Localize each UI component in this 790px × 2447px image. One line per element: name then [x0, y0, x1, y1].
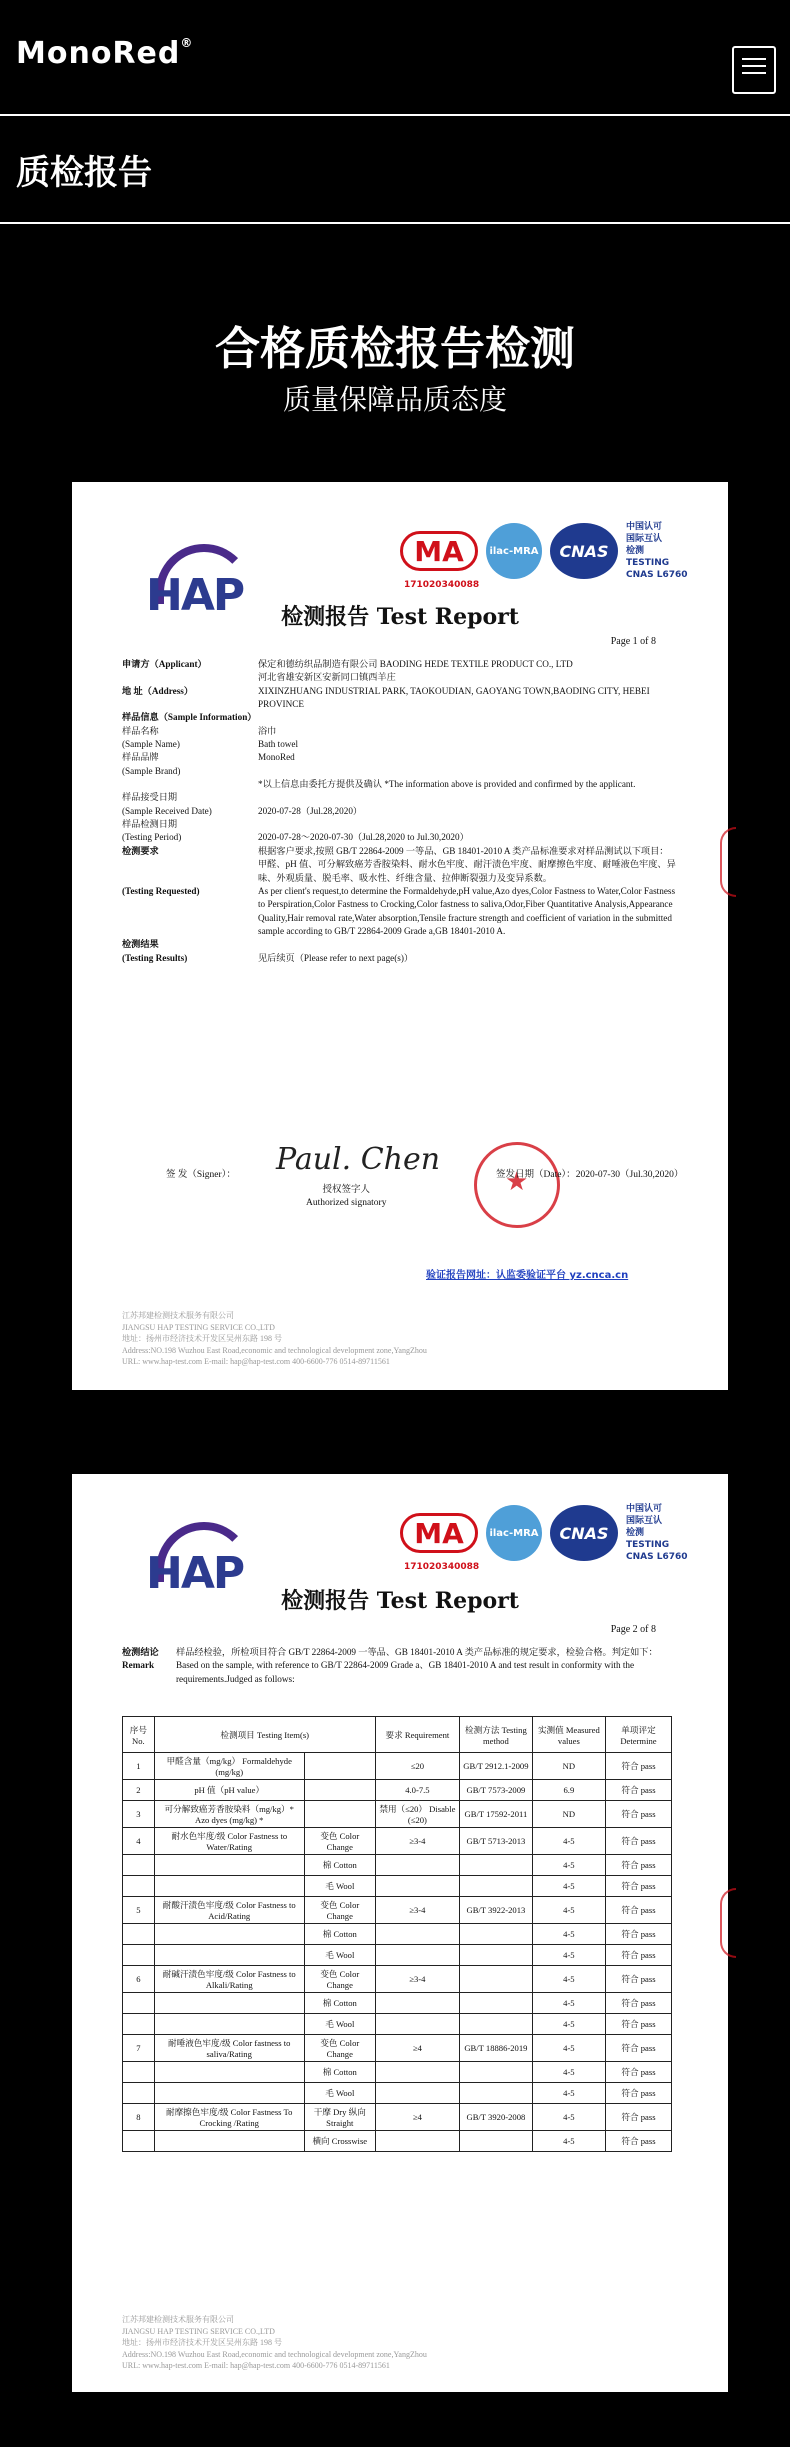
row-value: 浴巾 [258, 725, 277, 736]
table-cell-method [460, 1855, 533, 1876]
table-cell-sub: 变色 Color Change [304, 1828, 375, 1855]
report-title: 检测报告 Test Report [281, 1588, 519, 1614]
table-header: 检测方法 Testing method [460, 1717, 533, 1753]
table-cell-no [123, 2131, 155, 2152]
report-row [122, 791, 676, 804]
row-label: 检测要求 [122, 845, 159, 856]
table-cell-req: ≥3-4 [375, 1966, 459, 1993]
table-cell-item [154, 2062, 304, 2083]
row-value: As per client's request,to determine the Formaldehyde,pH value,Azo dyes,Color Fastness to Water,Color Fastness to Perspiration,Color Fastness to Crocking,Color fastness to saliva,Odor,Fiber Quantitative Analysis,Appearance Quality,Hair removal rate,Water absorption,Tensile fracture strength and coefficient of variation in the submitted sample according to GB/T 22864-2009 Grade a,GB 18401-2010 A. [258, 885, 676, 936]
row-value [258, 711, 676, 724]
report-row [122, 658, 676, 671]
table-cell-req [375, 1945, 459, 1966]
table-cell-val: 4-5 [532, 2104, 605, 2131]
table-cell-sub: 毛 Wool [304, 2083, 375, 2104]
table-cell-det: 符合 pass [605, 1855, 671, 1876]
row-label: 地 址（Address） [122, 685, 194, 696]
table-row [123, 2104, 672, 2131]
signature: Paul. Chen [276, 1142, 441, 1177]
table-row [123, 2083, 672, 2104]
report-row [122, 831, 676, 844]
certification-marks [400, 521, 688, 581]
table-cell-val: 4-5 [532, 2131, 605, 2152]
table-header: 序号 No. [123, 1717, 155, 1753]
table-cell-det: 符合 pass [605, 1780, 671, 1801]
table-row [123, 1966, 672, 1993]
table-cell-det: 符合 pass [605, 1945, 671, 1966]
table-cell-sub [304, 1780, 375, 1801]
menu-icon[interactable] [732, 46, 776, 94]
report-row [122, 671, 676, 684]
ilac-mra-mark: ilac-MRA [486, 523, 542, 579]
table-cell-val: 4-5 [532, 1855, 605, 1876]
table-cell-no: 1 [123, 1753, 155, 1780]
report-row [122, 738, 676, 751]
table-cell-no [123, 1993, 155, 2014]
report-footer: 江苏邦建检测技术服务有限公司 JIANGSU HAP TESTING SERVICE CO.,LTD 地址：扬州市经济技术开发区吴州东路 198 号 Address:NO.198 Wuzhou East Road,economic and technological development zone,YangZhou URL: www.hap-test.com E-mail: hap@hap-test.com 400-6600-776 0514-89711561 [122, 2315, 427, 2371]
report-row [122, 751, 676, 764]
report-row [122, 952, 676, 965]
table-row [123, 1801, 672, 1828]
table-cell-no: 3 [123, 1801, 155, 1828]
table-cell-val: 4-5 [532, 2035, 605, 2062]
hero-subtitle: 质量保障品质态度 [282, 383, 507, 416]
report-footer: 江苏邦建检测技术服务有限公司 JIANGSU HAP TESTING SERVICE CO.,LTD 地址：扬州市经济技术开发区吴州东路 198 号 Address:NO.198 Wuzhou East Road,economic and technological development zone,YangZhou URL: www.hap-test.com E-mail: hap@hap-test.com 400-6600-776 0514-89711561 [122, 1311, 427, 1367]
table-cell-sub: 棉 Cotton [304, 1855, 375, 1876]
row-value: 保定和德纺织品制造有限公司 BAODING HEDE TEXTILE PRODUCT CO., LTD [258, 659, 573, 669]
row-label: (Sample Received Date) [122, 805, 212, 816]
table-cell-no: 6 [123, 1966, 155, 1993]
table-cell-no: 7 [123, 2035, 155, 2062]
table-cell-sub: 棉 Cotton [304, 2062, 375, 2083]
report-row [122, 711, 676, 724]
table-row [123, 1876, 672, 1897]
table-cell-sub: 棉 Cotton [304, 1993, 375, 2014]
table-header: 实测值 Measured values [532, 1717, 605, 1753]
seal-edge [720, 1888, 736, 1958]
table-cell-no [123, 2062, 155, 2083]
remark: 检测结论 Remark 样品经检验，所检项目符合 GB/T 22864-2009 一等品、GB 18401-2010 A 类产品标准的规定要求，检验合格。判定如下：Based on the sample, with reference to GB/T 22864-2009 Grade a、GB 18401-2010 A and test result in conformity with the requirements.Judged as follows: [122, 1647, 658, 1684]
row-value [258, 791, 676, 804]
row-value [258, 765, 676, 778]
table-cell-det: 符合 pass [605, 1924, 671, 1945]
table-cell-item: 耐摩擦色牢度/级 Color Fastness To Crocking /Rating [154, 2104, 304, 2131]
table-cell-det: 符合 pass [605, 2131, 671, 2152]
table-cell-no: 5 [123, 1897, 155, 1924]
table-cell-sub: 棉 Cotton [304, 1924, 375, 1945]
table-cell-item [154, 2014, 304, 2035]
table-cell-det: 符合 pass [605, 1966, 671, 1993]
table-cell-req [375, 2014, 459, 2035]
test-report-page-1 [72, 482, 728, 1390]
table-cell-val: 6.9 [532, 1780, 605, 1801]
table-cell-req: 4.0-7.5 [375, 1780, 459, 1801]
report-row [122, 818, 676, 831]
report-row [122, 685, 676, 712]
table-cell-det: 符合 pass [605, 1876, 671, 1897]
table-row [123, 1897, 672, 1924]
table-cell-item: 耐酸汗渍色牢度/级 Color Fastness to Acid/Rating [154, 1897, 304, 1924]
table-cell-det: 符合 pass [605, 1993, 671, 2014]
row-label: (Sample Name) [122, 739, 180, 750]
table-cell-item: 耐碱汗渍色牢度/级 Color Fastness to Alkali/Rating [154, 1966, 304, 1993]
table-cell-det: 符合 pass [605, 1828, 671, 1855]
row-value: 根据客户要求,按照 GB/T 22864-2009 一等品、GB 18401-2010 A 类产品标准要求对样品测试以下项目：甲醛、pH 值、可分解致癌芳香胺染料、耐水色牢度、耐汗渍色牢度、耐摩擦色牢度、耐唾液色牢度、异味、外观质量、脱毛率、吸水性、纤维含量、拉伸断裂强力及变异系数。 [258, 845, 676, 883]
row-label: (Sample Brand) [122, 765, 181, 776]
table-cell-val: 4-5 [532, 1828, 605, 1855]
table-cell-method: GB/T 3920-2008 [460, 2104, 533, 2131]
table-cell-method [460, 1966, 533, 1993]
hap-logo: HAP [146, 1522, 254, 1600]
table-cell-val: 4-5 [532, 1966, 605, 1993]
table-cell-req: 禁用（≤20） Disable (≤20) [375, 1801, 459, 1828]
table-cell-no [123, 1945, 155, 1966]
table-row [123, 1855, 672, 1876]
cnas-mark: CNAS [550, 523, 618, 579]
table-row [123, 2014, 672, 2035]
table-cell-sub: 变色 Color Change [304, 1966, 375, 1993]
table-cell-no [123, 1924, 155, 1945]
cnas-mark: CNAS [550, 1505, 618, 1561]
table-cell-method [460, 1876, 533, 1897]
official-seal [474, 1142, 560, 1228]
row-value: Bath towel [258, 739, 299, 750]
row-value: 河北省雄安新区安新同口镇西羊庄 [258, 672, 396, 683]
table-row [123, 1753, 672, 1780]
table-cell-item [154, 1924, 304, 1945]
table-cell-method [460, 1945, 533, 1966]
row-label: (Testing Period) [122, 832, 182, 843]
table-cell-req: ≤20 [375, 1753, 459, 1780]
report-row [122, 778, 676, 791]
table-cell-no [123, 2083, 155, 2104]
ilac-mra-mark: ilac-MRA [486, 1505, 542, 1561]
row-label: (Testing Results) [122, 952, 188, 963]
table-cell-det: 符合 pass [605, 2083, 671, 2104]
table-cell-item: 耐水色牢度/级 Color Fastness to Water/Rating [154, 1828, 304, 1855]
row-label: 样品检测日期 [122, 819, 178, 830]
row-label: 样品信息（Sample Information） [122, 712, 257, 723]
table-cell-method [460, 2062, 533, 2083]
table-cell-no: 8 [123, 2104, 155, 2131]
table-cell-req [375, 1924, 459, 1945]
table-cell-val: ND [532, 1801, 605, 1828]
cma-mark: MA [400, 531, 478, 571]
certification-marks [400, 1503, 688, 1563]
table-cell-no: 4 [123, 1828, 155, 1855]
brand-logo[interactable]: MonoRed® [16, 36, 194, 71]
report-title: 检测报告 Test Report [281, 604, 519, 630]
table-cell-sub: 横向 Crosswise [304, 2131, 375, 2152]
table-row [123, 2035, 672, 2062]
row-value: *以上信息由委托方提供及确认 *The information above is provided and confirmed by the applicant. [258, 779, 636, 790]
table-row [123, 1924, 672, 1945]
table-cell-method: GB/T 3922-2013 [460, 1897, 533, 1924]
row-label: 样品接受日期 [122, 792, 178, 803]
table-header: 单项评定 Determine [605, 1717, 671, 1753]
report-row [122, 765, 676, 778]
table-cell-method [460, 2014, 533, 2035]
table-cell-method: GB/T 7573-2009 [460, 1780, 533, 1801]
table-cell-item [154, 2131, 304, 2152]
table-cell-method [460, 2083, 533, 2104]
report-details [122, 658, 676, 965]
report-row [122, 938, 676, 951]
table-cell-item [154, 1945, 304, 1966]
table-cell-val: 4-5 [532, 1876, 605, 1897]
table-cell-det: 符合 pass [605, 1897, 671, 1924]
table-cell-method [460, 2131, 533, 2152]
table-cell-req [375, 1855, 459, 1876]
table-cell-val: 4-5 [532, 2083, 605, 2104]
table-cell-method: GB/T 5713-2013 [460, 1828, 533, 1855]
signature-block: 签 发（Signer）： Paul. Chen 授权签字人 Authorized signatory 签发日期（Date）：2020-07-30（Jul.30,2020） [166, 1142, 684, 1209]
table-cell-item [154, 1993, 304, 2014]
table-cell-sub: 变色 Color Change [304, 2035, 375, 2062]
table-cell-val: ND [532, 1753, 605, 1780]
table-header: 检测项目 Testing Item(s) [154, 1717, 375, 1753]
row-value [258, 818, 676, 831]
table-cell-val: 4-5 [532, 1897, 605, 1924]
table-cell-item: 甲醛含量（mg/kg） Formaldehyde (mg/kg) [154, 1753, 304, 1780]
row-value: 2020-07-28（Jul.28,2020） [258, 805, 363, 816]
table-cell-method: GB/T 18886-2019 [460, 2035, 533, 2062]
row-label: (Testing Requested) [122, 885, 200, 896]
table-row [123, 1993, 672, 2014]
hero-title: 合格质检报告检测 [214, 322, 575, 375]
table-cell-val: 4-5 [532, 1945, 605, 1966]
table-cell-val: 4-5 [532, 1924, 605, 1945]
table-cell-sub: 变色 Color Change [304, 1897, 375, 1924]
table-cell-item [154, 2083, 304, 2104]
table-cell-req [375, 1876, 459, 1897]
table-cell-req: ≥4 [375, 2104, 459, 2131]
test-report-page-2 [72, 1474, 728, 2392]
table-row [123, 1780, 672, 1801]
table-cell-det: 符合 pass [605, 1753, 671, 1780]
table-cell-sub [304, 1801, 375, 1828]
row-label: 样品品牌 [122, 752, 159, 763]
row-value: MonoRed [258, 752, 295, 763]
cnas-text: 中国认可 国际互认 检测 TESTING CNAS L6760 [626, 521, 688, 581]
table-row [123, 2131, 672, 2152]
table-row [123, 1945, 672, 1966]
table-cell-item: 可分解致癌芳香胺染料（mg/kg）* Azo dyes (mg/kg) * [154, 1801, 304, 1828]
table-cell-sub: 干摩 Dry 纵向 Straight [304, 2104, 375, 2131]
table-cell-sub: 毛 Wool [304, 1945, 375, 1966]
table-cell-no [123, 2014, 155, 2035]
table-cell-det: 符合 pass [605, 2014, 671, 2035]
table-cell-item [154, 1876, 304, 1897]
table-cell-req: ≥3-4 [375, 1897, 459, 1924]
report-row [122, 845, 676, 885]
table-header: 要求 Requirement [375, 1717, 459, 1753]
table-cell-req [375, 2062, 459, 2083]
table-cell-val: 4-5 [532, 2062, 605, 2083]
table-cell-sub [304, 1753, 375, 1780]
table-cell-item: 耐唾液色牢度/级 Color fastness to saliva/Rating [154, 2035, 304, 2062]
hap-logo: HAP [146, 544, 254, 622]
table-row [123, 1828, 672, 1855]
row-label [122, 671, 258, 684]
table-cell-no [123, 1855, 155, 1876]
table-cell-method [460, 1993, 533, 2014]
cma-mark: MA [400, 1513, 478, 1553]
report-row [122, 885, 676, 938]
table-cell-method: GB/T 2912.1-2009 [460, 1753, 533, 1780]
table-cell-sub: 毛 Wool [304, 2014, 375, 2035]
table-cell-method [460, 1924, 533, 1945]
report-row [122, 805, 676, 818]
row-value: 2020-07-28～2020-07-30（Jul.28,2020 to Jul.30,2020） [258, 832, 469, 843]
report-row [122, 725, 676, 738]
table-cell-val: 4-5 [532, 2014, 605, 2035]
table-cell-req [375, 2131, 459, 2152]
table-cell-det: 符合 pass [605, 2035, 671, 2062]
row-label: 样品名称 [122, 725, 159, 736]
table-cell-no: 2 [123, 1780, 155, 1801]
table-cell-req: ≥3-4 [375, 1828, 459, 1855]
row-label [122, 778, 258, 791]
row-label: 申请方（Applicant） [122, 659, 207, 669]
table-cell-method: GB/T 17592-2011 [460, 1801, 533, 1828]
row-label: 检测结果 [122, 939, 159, 950]
page-number: Page 1 of 8 [610, 636, 656, 647]
table-row [123, 2062, 672, 2083]
table-cell-req [375, 1993, 459, 2014]
table-cell-det: 符合 pass [605, 2104, 671, 2131]
table-cell-det: 符合 pass [605, 2062, 671, 2083]
table-cell-item [154, 1855, 304, 1876]
row-value: XIXINZHUANG INDUSTRIAL PARK, TAOKOUDIAN, GAOYANG TOWN,BAODING CITY, HEBEI PROVINCE [258, 685, 650, 710]
table-cell-req [375, 2083, 459, 2104]
seal-edge [720, 827, 736, 897]
table-cell-det: 符合 pass [605, 1801, 671, 1828]
registration-number: 171020340088 [404, 1562, 480, 1572]
verify-link[interactable]: 验证报告网址：认监委验证平台 yz.cnca.cn [426, 1270, 629, 1281]
table-cell-req: ≥4 [375, 2035, 459, 2062]
section-title: 质检报告 [0, 116, 790, 224]
table-cell-val: 4-5 [532, 1993, 605, 2014]
table-cell-sub: 毛 Wool [304, 1876, 375, 1897]
table-cell-no [123, 1876, 155, 1897]
cnas-text: 中国认可 国际互认 检测 TESTING CNAS L6760 [626, 1503, 688, 1563]
row-value: 见后续页（Please refer to next page(s)） [258, 952, 414, 963]
table-cell-item: pH 值（pH value） [154, 1780, 304, 1801]
row-value [258, 938, 676, 951]
header [0, 0, 790, 116]
registration-number: 171020340088 [404, 580, 480, 590]
results-table [122, 1716, 672, 2152]
page-number: Page 2 of 8 [610, 1624, 656, 1635]
